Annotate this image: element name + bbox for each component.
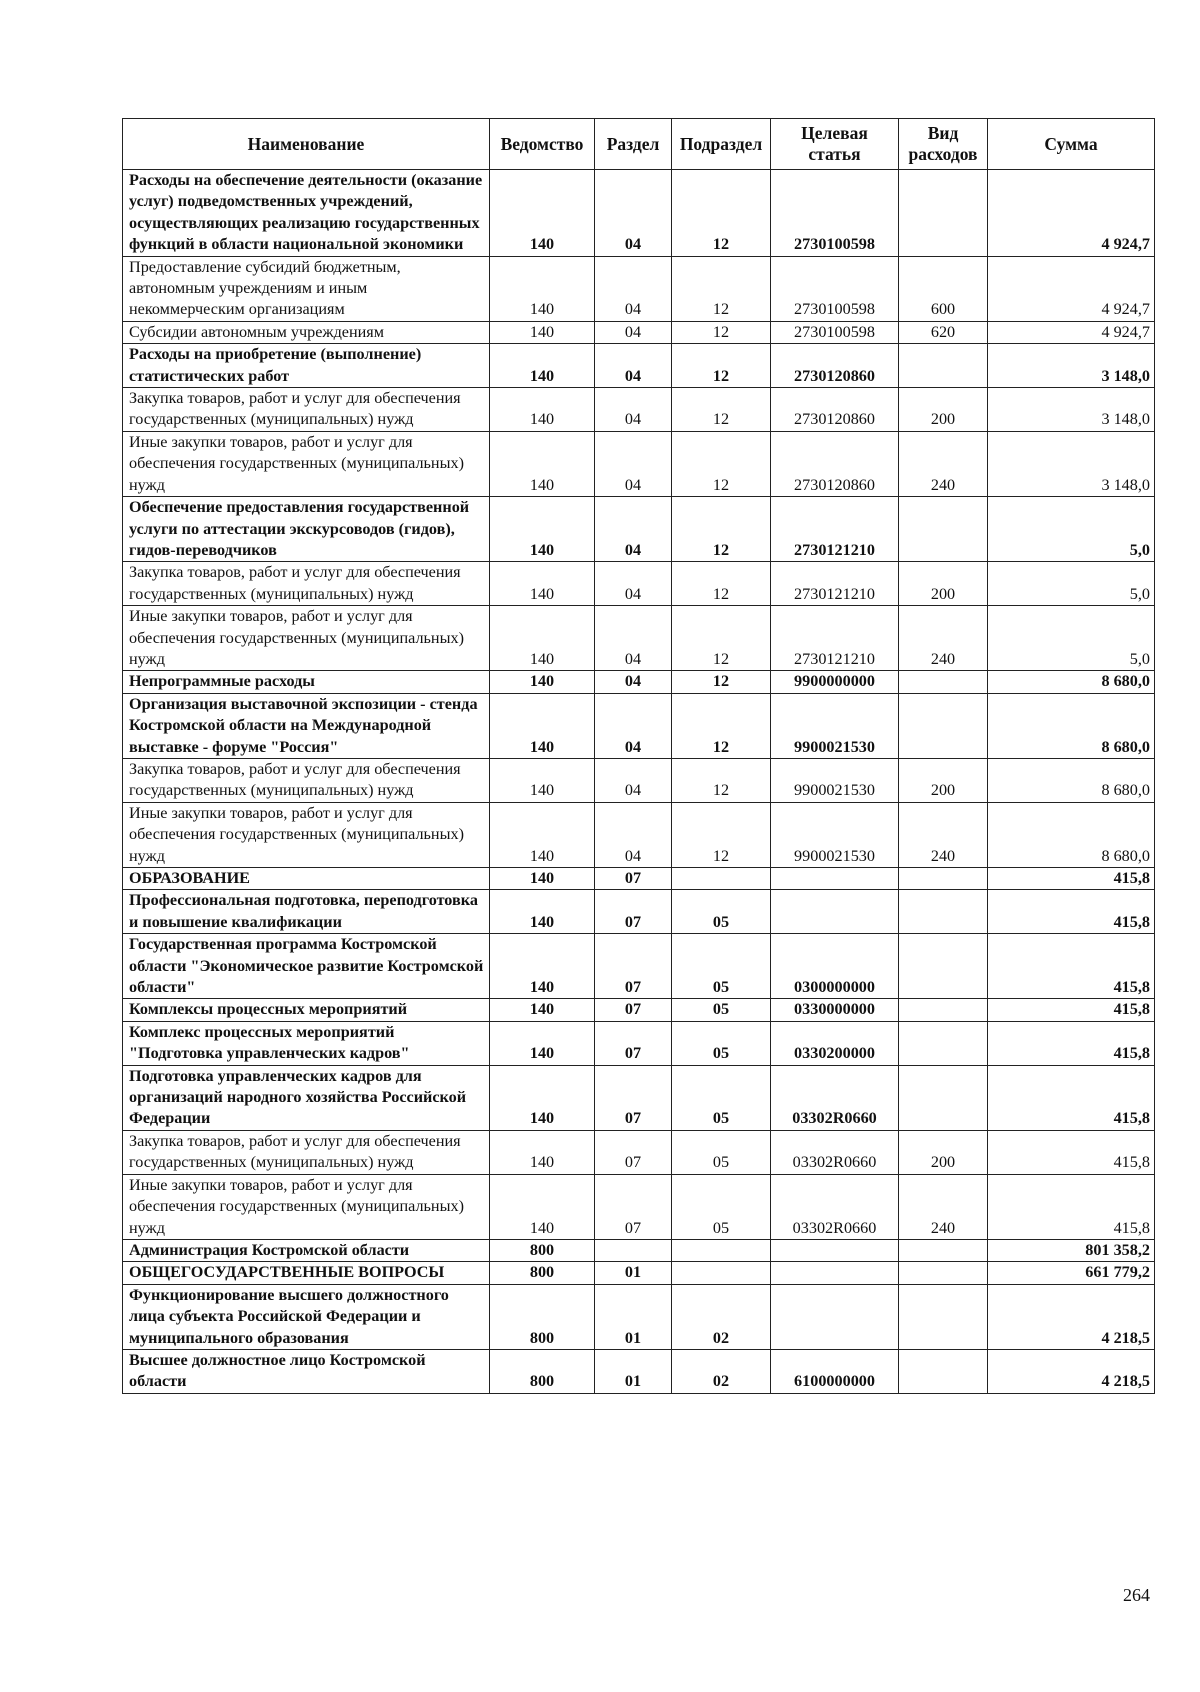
table-row (123, 606, 1155, 671)
cell-razdel: 07 (595, 868, 672, 890)
cell-summa: 415,8 (988, 1021, 1155, 1065)
cell-statya (771, 1239, 899, 1261)
cell-razdel: 04 (595, 388, 672, 432)
cell-razdel: 07 (595, 934, 672, 999)
cell-razdel: 04 (595, 562, 672, 606)
cell-vedomstvo: 800 (490, 1349, 595, 1393)
cell-statya: 03302R0660 (771, 1174, 899, 1239)
cell-statya: 0300000000 (771, 934, 899, 999)
cell-summa: 415,8 (988, 1065, 1155, 1130)
table-row (123, 344, 1155, 388)
budget-table-container (122, 118, 1154, 1394)
cell-vid: 240 (899, 606, 988, 671)
cell-vid (899, 693, 988, 758)
table-row (123, 1174, 1155, 1239)
cell-vedomstvo: 140 (490, 671, 595, 693)
cell-vedomstvo: 140 (490, 562, 595, 606)
cell-vedomstvo: 140 (490, 758, 595, 802)
header-podrazdel: Подраздел (672, 119, 771, 170)
table-row (123, 1065, 1155, 1130)
cell-razdel: 04 (595, 671, 672, 693)
cell-name: Иные закупки товаров, работ и услуг для обеспечения государственных (муниципальных) нужд (123, 606, 490, 671)
cell-name: Расходы на приобретение (выполнение) статистических работ (123, 344, 490, 388)
cell-name: Иные закупки товаров, работ и услуг для обеспечения государственных (муниципальных) нужд (123, 802, 490, 867)
cell-name: Иные закупки товаров, работ и услуг для обеспечения государственных (муниципальных) нужд (123, 1174, 490, 1239)
header-name: Наименование (123, 119, 490, 170)
cell-summa: 3 148,0 (988, 344, 1155, 388)
cell-name: Функционирование высшего должностного лица субъекта Российской Федерации и муниципального образования (123, 1284, 490, 1349)
cell-podrazdel: 12 (672, 758, 771, 802)
cell-razdel: 04 (595, 693, 672, 758)
cell-podrazdel: 05 (672, 1065, 771, 1130)
table-row (123, 890, 1155, 934)
cell-summa: 415,8 (988, 868, 1155, 890)
cell-podrazdel: 12 (672, 431, 771, 496)
cell-summa: 4 924,7 (988, 256, 1155, 321)
cell-razdel: 07 (595, 1174, 672, 1239)
cell-podrazdel: 05 (672, 999, 771, 1021)
table-row (123, 1239, 1155, 1261)
cell-summa: 8 680,0 (988, 671, 1155, 693)
cell-razdel: 07 (595, 999, 672, 1021)
cell-razdel: 04 (595, 321, 672, 343)
cell-vid (899, 1284, 988, 1349)
cell-vedomstvo: 140 (490, 1130, 595, 1174)
cell-statya: 2730121210 (771, 606, 899, 671)
cell-statya (771, 1262, 899, 1284)
cell-statya: 2730121210 (771, 562, 899, 606)
cell-vid: 200 (899, 388, 988, 432)
table-row (123, 1284, 1155, 1349)
cell-summa: 3 148,0 (988, 431, 1155, 496)
cell-vedomstvo: 140 (490, 934, 595, 999)
table-row (123, 256, 1155, 321)
cell-podrazdel: 05 (672, 890, 771, 934)
cell-name: Закупка товаров, работ и услуг для обеспечения государственных (муниципальных) нужд (123, 562, 490, 606)
cell-statya (771, 1284, 899, 1349)
cell-vid: 200 (899, 562, 988, 606)
table-row (123, 497, 1155, 562)
cell-statya: 9900000000 (771, 671, 899, 693)
cell-vedomstvo: 140 (490, 497, 595, 562)
table-row (123, 321, 1155, 343)
cell-razdel: 04 (595, 758, 672, 802)
budget-table (122, 118, 1155, 1394)
cell-summa: 4 924,7 (988, 170, 1155, 257)
cell-name: Организация выставочной экспозиции - стенда Костромской области на Международной выставке - форуме "Россия" (123, 693, 490, 758)
header-summa: Сумма (988, 119, 1155, 170)
cell-vedomstvo: 800 (490, 1284, 595, 1349)
cell-razdel: 04 (595, 344, 672, 388)
cell-vedomstvo: 140 (490, 321, 595, 343)
cell-statya: 03302R0660 (771, 1065, 899, 1130)
cell-vid (899, 890, 988, 934)
cell-vedomstvo: 140 (490, 606, 595, 671)
cell-name: Непрограммные расходы (123, 671, 490, 693)
cell-name: Государственная программа Костромской области "Экономическое развитие Костромской области" (123, 934, 490, 999)
cell-razdel: 07 (595, 1021, 672, 1065)
cell-statya: 03302R0660 (771, 1130, 899, 1174)
table-body (123, 170, 1155, 1394)
cell-podrazdel: 12 (672, 321, 771, 343)
cell-podrazdel: 02 (672, 1284, 771, 1349)
cell-name: Закупка товаров, работ и услуг для обеспечения государственных (муниципальных) нужд (123, 388, 490, 432)
cell-vedomstvo: 140 (490, 388, 595, 432)
cell-podrazdel: 12 (672, 671, 771, 693)
cell-summa: 415,8 (988, 1174, 1155, 1239)
cell-razdel: 07 (595, 1065, 672, 1130)
cell-vedomstvo: 140 (490, 1065, 595, 1130)
cell-statya: 9900021530 (771, 758, 899, 802)
cell-vid (899, 170, 988, 257)
cell-name: Субсидии автономным учреждениям (123, 321, 490, 343)
cell-summa: 3 148,0 (988, 388, 1155, 432)
cell-vedomstvo: 140 (490, 868, 595, 890)
table-row (123, 431, 1155, 496)
cell-name: Комплексы процессных мероприятий (123, 999, 490, 1021)
cell-podrazdel: 05 (672, 1174, 771, 1239)
cell-statya: 2730100598 (771, 321, 899, 343)
cell-vedomstvo: 140 (490, 431, 595, 496)
cell-vid (899, 1021, 988, 1065)
cell-vid (899, 671, 988, 693)
cell-podrazdel: 12 (672, 562, 771, 606)
cell-vid (899, 934, 988, 999)
cell-summa: 415,8 (988, 890, 1155, 934)
cell-summa: 661 779,2 (988, 1262, 1155, 1284)
header-razdel: Раздел (595, 119, 672, 170)
cell-podrazdel (672, 1262, 771, 1284)
table-row (123, 693, 1155, 758)
cell-vid (899, 1349, 988, 1393)
cell-razdel: 04 (595, 802, 672, 867)
cell-summa: 5,0 (988, 562, 1155, 606)
cell-summa: 4 924,7 (988, 321, 1155, 343)
page-number: 264 (1123, 1585, 1150, 1605)
cell-podrazdel: 12 (672, 170, 771, 257)
cell-vid (899, 868, 988, 890)
cell-name: Расходы на обеспечение деятельности (оказание услуг) подведомственных учреждений, осуществляющих реализацию государственных функций в области национальной экономики (123, 170, 490, 257)
cell-razdel: 01 (595, 1284, 672, 1349)
cell-podrazdel: 12 (672, 388, 771, 432)
header-vedomstvo: Ведомство (490, 119, 595, 170)
cell-vid (899, 497, 988, 562)
cell-name: Профессиональная подготовка, переподготовка и повышение квалификации (123, 890, 490, 934)
table-row (123, 1021, 1155, 1065)
cell-podrazdel (672, 868, 771, 890)
cell-razdel: 07 (595, 1130, 672, 1174)
table-row (123, 170, 1155, 257)
cell-razdel: 01 (595, 1349, 672, 1393)
table-row (123, 1349, 1155, 1393)
cell-summa: 801 358,2 (988, 1239, 1155, 1261)
cell-statya: 0330000000 (771, 999, 899, 1021)
table-row (123, 999, 1155, 1021)
cell-vid: 240 (899, 431, 988, 496)
cell-name: Высшее должностное лицо Костромской области (123, 1349, 490, 1393)
cell-vedomstvo: 140 (490, 890, 595, 934)
cell-summa: 415,8 (988, 999, 1155, 1021)
table-row (123, 802, 1155, 867)
cell-name: Иные закупки товаров, работ и услуг для обеспечения государственных (муниципальных) нужд (123, 431, 490, 496)
cell-name: Комплекс процессных мероприятий "Подготовка управленческих кадров" (123, 1021, 490, 1065)
cell-podrazdel (672, 1239, 771, 1261)
cell-summa: 8 680,0 (988, 758, 1155, 802)
cell-name: Закупка товаров, работ и услуг для обеспечения государственных (муниципальных) нужд (123, 1130, 490, 1174)
cell-vedomstvo: 140 (490, 170, 595, 257)
cell-summa: 4 218,5 (988, 1349, 1155, 1393)
cell-podrazdel: 05 (672, 1130, 771, 1174)
cell-name: Администрация Костромской области (123, 1239, 490, 1261)
cell-statya: 6100000000 (771, 1349, 899, 1393)
cell-statya (771, 890, 899, 934)
table-row (123, 1262, 1155, 1284)
table-row (123, 868, 1155, 890)
cell-vedomstvo: 800 (490, 1239, 595, 1261)
cell-razdel: 01 (595, 1262, 672, 1284)
cell-vedomstvo: 140 (490, 693, 595, 758)
cell-summa: 415,8 (988, 1130, 1155, 1174)
cell-podrazdel: 05 (672, 1021, 771, 1065)
cell-statya: 9900021530 (771, 693, 899, 758)
cell-vid (899, 1239, 988, 1261)
cell-summa: 8 680,0 (988, 802, 1155, 867)
cell-statya: 9900021530 (771, 802, 899, 867)
cell-summa: 4 218,5 (988, 1284, 1155, 1349)
cell-summa: 5,0 (988, 606, 1155, 671)
cell-podrazdel: 12 (672, 693, 771, 758)
cell-vid (899, 999, 988, 1021)
cell-vid: 620 (899, 321, 988, 343)
cell-vedomstvo: 140 (490, 344, 595, 388)
cell-name: ОБРАЗОВАНИЕ (123, 868, 490, 890)
cell-summa: 415,8 (988, 934, 1155, 999)
cell-podrazdel: 12 (672, 497, 771, 562)
cell-name: Закупка товаров, работ и услуг для обеспечения государственных (муниципальных) нужд (123, 758, 490, 802)
cell-vid (899, 1262, 988, 1284)
cell-vedomstvo: 140 (490, 802, 595, 867)
cell-vid: 200 (899, 758, 988, 802)
cell-name: ОБЩЕГОСУДАРСТВЕННЫЕ ВОПРОСЫ (123, 1262, 490, 1284)
cell-vid: 240 (899, 1174, 988, 1239)
cell-podrazdel: 05 (672, 934, 771, 999)
header-statya: Целевая статья (771, 119, 899, 170)
cell-vid: 200 (899, 1130, 988, 1174)
header-vid: Вид расходов (899, 119, 988, 170)
cell-name: Обеспечение предоставления государственной услуги по аттестации экскурсоводов (гидов), гидов-переводчиков (123, 497, 490, 562)
cell-razdel: 04 (595, 170, 672, 257)
table-header-row (123, 119, 1155, 170)
cell-statya: 2730120860 (771, 344, 899, 388)
cell-vedomstvo: 140 (490, 1174, 595, 1239)
cell-statya: 2730100598 (771, 256, 899, 321)
cell-statya: 2730100598 (771, 170, 899, 257)
cell-name: Подготовка управленческих кадров для организаций народного хозяйства Российской Федерации (123, 1065, 490, 1130)
cell-vid: 240 (899, 802, 988, 867)
table-row (123, 562, 1155, 606)
cell-podrazdel: 12 (672, 802, 771, 867)
cell-razdel: 04 (595, 431, 672, 496)
cell-vid: 600 (899, 256, 988, 321)
cell-statya: 2730120860 (771, 388, 899, 432)
cell-razdel: 04 (595, 256, 672, 321)
cell-podrazdel: 12 (672, 344, 771, 388)
cell-vid (899, 344, 988, 388)
cell-statya: 2730121210 (771, 497, 899, 562)
cell-razdel: 04 (595, 606, 672, 671)
cell-vedomstvo: 140 (490, 256, 595, 321)
table-row (123, 934, 1155, 999)
cell-razdel: 04 (595, 497, 672, 562)
cell-summa: 5,0 (988, 497, 1155, 562)
cell-podrazdel: 12 (672, 606, 771, 671)
cell-statya: 2730120860 (771, 431, 899, 496)
table-row (123, 1130, 1155, 1174)
cell-summa: 8 680,0 (988, 693, 1155, 758)
cell-podrazdel: 12 (672, 256, 771, 321)
table-row (123, 758, 1155, 802)
cell-vedomstvo: 140 (490, 999, 595, 1021)
cell-name: Предоставление субсидий бюджетным, автономным учреждениям и иным некоммерческим организациям (123, 256, 490, 321)
cell-razdel (595, 1239, 672, 1261)
cell-razdel: 07 (595, 890, 672, 934)
table-row (123, 671, 1155, 693)
cell-vid (899, 1065, 988, 1130)
cell-vedomstvo: 140 (490, 1021, 595, 1065)
cell-vedomstvo: 800 (490, 1262, 595, 1284)
cell-statya (771, 868, 899, 890)
table-row (123, 388, 1155, 432)
cell-statya: 0330200000 (771, 1021, 899, 1065)
cell-podrazdel: 02 (672, 1349, 771, 1393)
